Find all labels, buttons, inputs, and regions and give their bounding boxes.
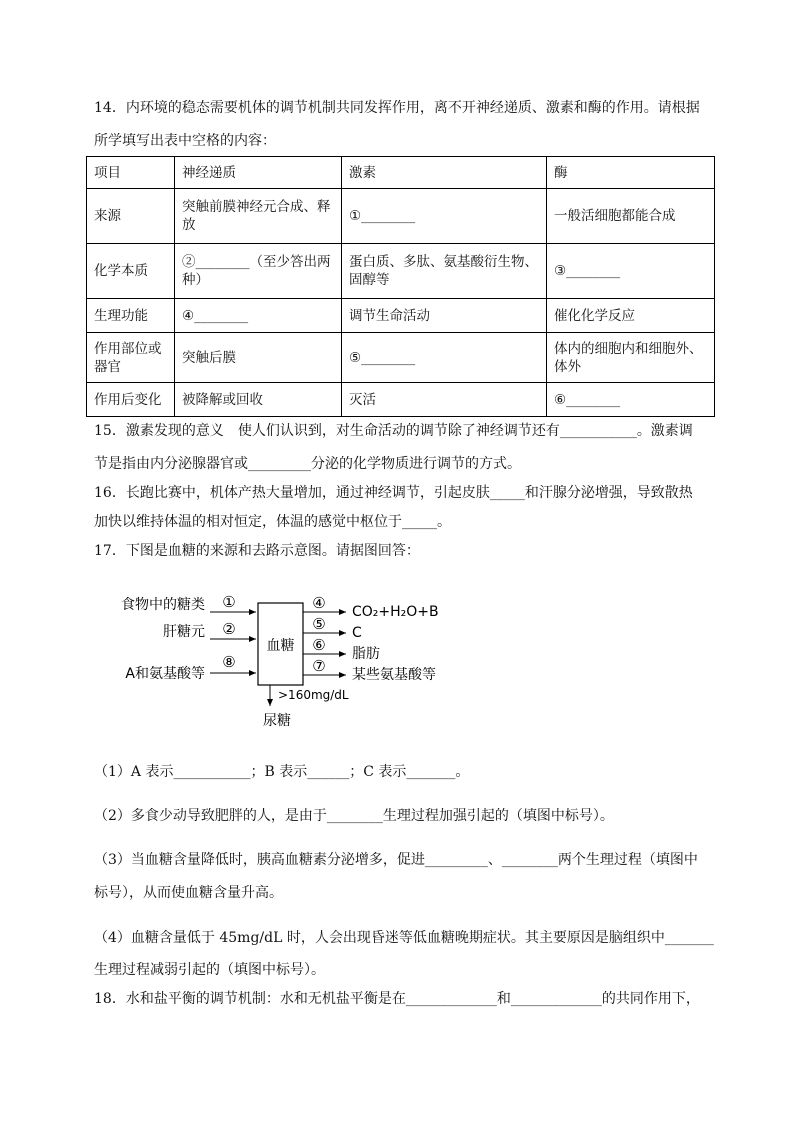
table-cell: 体内的细胞内和细胞外、体外 bbox=[547, 333, 715, 383]
input-label-food-sugar: 食物中的糖类 bbox=[121, 597, 205, 613]
q17-sub4-line-2: 生理过程减弱引起的（填图中标号）。 bbox=[94, 962, 325, 978]
table-cell: 灭活 bbox=[342, 383, 547, 417]
q14-line-2: 所学填写出表中空格的内容： bbox=[94, 133, 276, 149]
table-cell: 来源 bbox=[87, 189, 175, 244]
table-cell: 一般活细胞都能合成 bbox=[547, 189, 715, 244]
table-row bbox=[87, 299, 715, 333]
table-header-cell: 酶 bbox=[547, 157, 715, 189]
table-cell: ④________ bbox=[175, 299, 342, 333]
q16-line-2: 加快以维持体温的相对恒定，体温的感觉中枢位于_____。 bbox=[94, 514, 451, 530]
q17-sub2: （2）多食少动导致肥胖的人，是由于________生理过程加强引起的（填图中标号）。 bbox=[94, 808, 614, 824]
table-cell: 被降解或回收 bbox=[175, 383, 342, 417]
threshold-label: >160mg/dL bbox=[278, 688, 349, 702]
q17-intro: 17．下图是血糖的来源和去路示意图。请据图回答： bbox=[94, 543, 420, 559]
output-label-c: C bbox=[352, 625, 362, 641]
table-cell: 蛋白质、多肽、氨基酸衍生物、固醇等 bbox=[342, 244, 547, 299]
table-header-cell: 激素 bbox=[342, 157, 547, 189]
table-cell: ③________ bbox=[547, 244, 715, 299]
q14-line-1: 14．内环境的稳态需要机体的调节机制共同发挥作用，离不开神经递质、激素和酶的作用。请根据 bbox=[94, 100, 700, 116]
table-cell: ⑥________ bbox=[547, 383, 715, 417]
blood-glucose-diagram bbox=[100, 585, 460, 735]
q15-line-2: 节是指由内分泌腺器官或_________分泌的化学物质进行调节的方式。 bbox=[94, 456, 521, 472]
table-cell: 突触后膜 bbox=[175, 333, 342, 383]
output-number-4: ④ bbox=[312, 594, 326, 612]
q16-line-1: 16．长跑比赛中，机体产热大量增加，通过神经调节，引起皮肤_____和汗腺分泌增强，导致散热 bbox=[94, 485, 693, 501]
q17-sub4-line-1: （4）血糖含量低于 45mg/dL 时，人会出现昏迷等低血糖晚期症状。其主要原因是脑组织中_______ bbox=[94, 930, 714, 946]
table-cell: 突触前膜神经元合成、释放 bbox=[175, 189, 342, 244]
table-row bbox=[87, 244, 715, 299]
output-label-amino-acids: 某些氨基酸等 bbox=[352, 667, 436, 683]
table-row bbox=[87, 189, 715, 244]
input-number-8: ⑧ bbox=[222, 653, 236, 671]
table-cell: 调节生命活动 bbox=[342, 299, 547, 333]
output-number-6: ⑥ bbox=[312, 636, 326, 654]
table-cell: 作用后变化 bbox=[87, 383, 175, 417]
output-number-5: ⑤ bbox=[312, 615, 326, 633]
input-number-2: ② bbox=[222, 620, 236, 638]
q17-sub3-line-1: （3）当血糖含量降低时，胰高血糖素分泌增多，促进_________、________两个生理过程（填图中 bbox=[94, 852, 698, 868]
q15-line-1: 15．激素发现的意义 使人们认识到，对生命活动的调节除了神经调节还有___________。激素调 bbox=[94, 423, 693, 439]
urine-sugar-label: 尿糖 bbox=[263, 713, 291, 729]
output-label-co2-h2o-b: CO₂+H₂O+B bbox=[352, 604, 439, 620]
table-header-row bbox=[87, 157, 715, 189]
table-cell: ②________（至少答出两种） bbox=[175, 244, 342, 299]
table-cell: 生理功能 bbox=[87, 299, 175, 333]
table-row bbox=[87, 383, 715, 417]
table-cell: ⑤________ bbox=[342, 333, 547, 383]
table-header-cell: 项目 bbox=[87, 157, 175, 189]
input-label-amino-acids: A和氨基酸等 bbox=[125, 666, 205, 682]
q17-sub3-line-2: 标号），从而使血糖含量升高。 bbox=[94, 885, 283, 901]
table-cell: 化学本质 bbox=[87, 244, 175, 299]
output-label-fat: 脂肪 bbox=[352, 646, 380, 662]
q17-sub1: （1）A 表示___________；B 表示______；C 表示_______。 bbox=[94, 764, 470, 780]
comparison-table bbox=[86, 156, 715, 417]
table-cell: 作用部位或器官 bbox=[87, 333, 175, 383]
table-header-cell: 神经递质 bbox=[175, 157, 342, 189]
table-cell: ①________ bbox=[342, 189, 547, 244]
output-number-7: ⑦ bbox=[312, 657, 326, 675]
table-row bbox=[87, 333, 715, 383]
input-number-1: ① bbox=[222, 593, 236, 611]
blood-glucose-label: 血糖 bbox=[266, 638, 295, 654]
table-cell: 催化化学反应 bbox=[547, 299, 715, 333]
input-label-glycogen: 肝糖元 bbox=[163, 624, 205, 640]
q18-line-1: 18．水和盐平衡的调节机制：水和无机盐平衡是在_____________和_____________的共同作用下， bbox=[94, 991, 700, 1007]
